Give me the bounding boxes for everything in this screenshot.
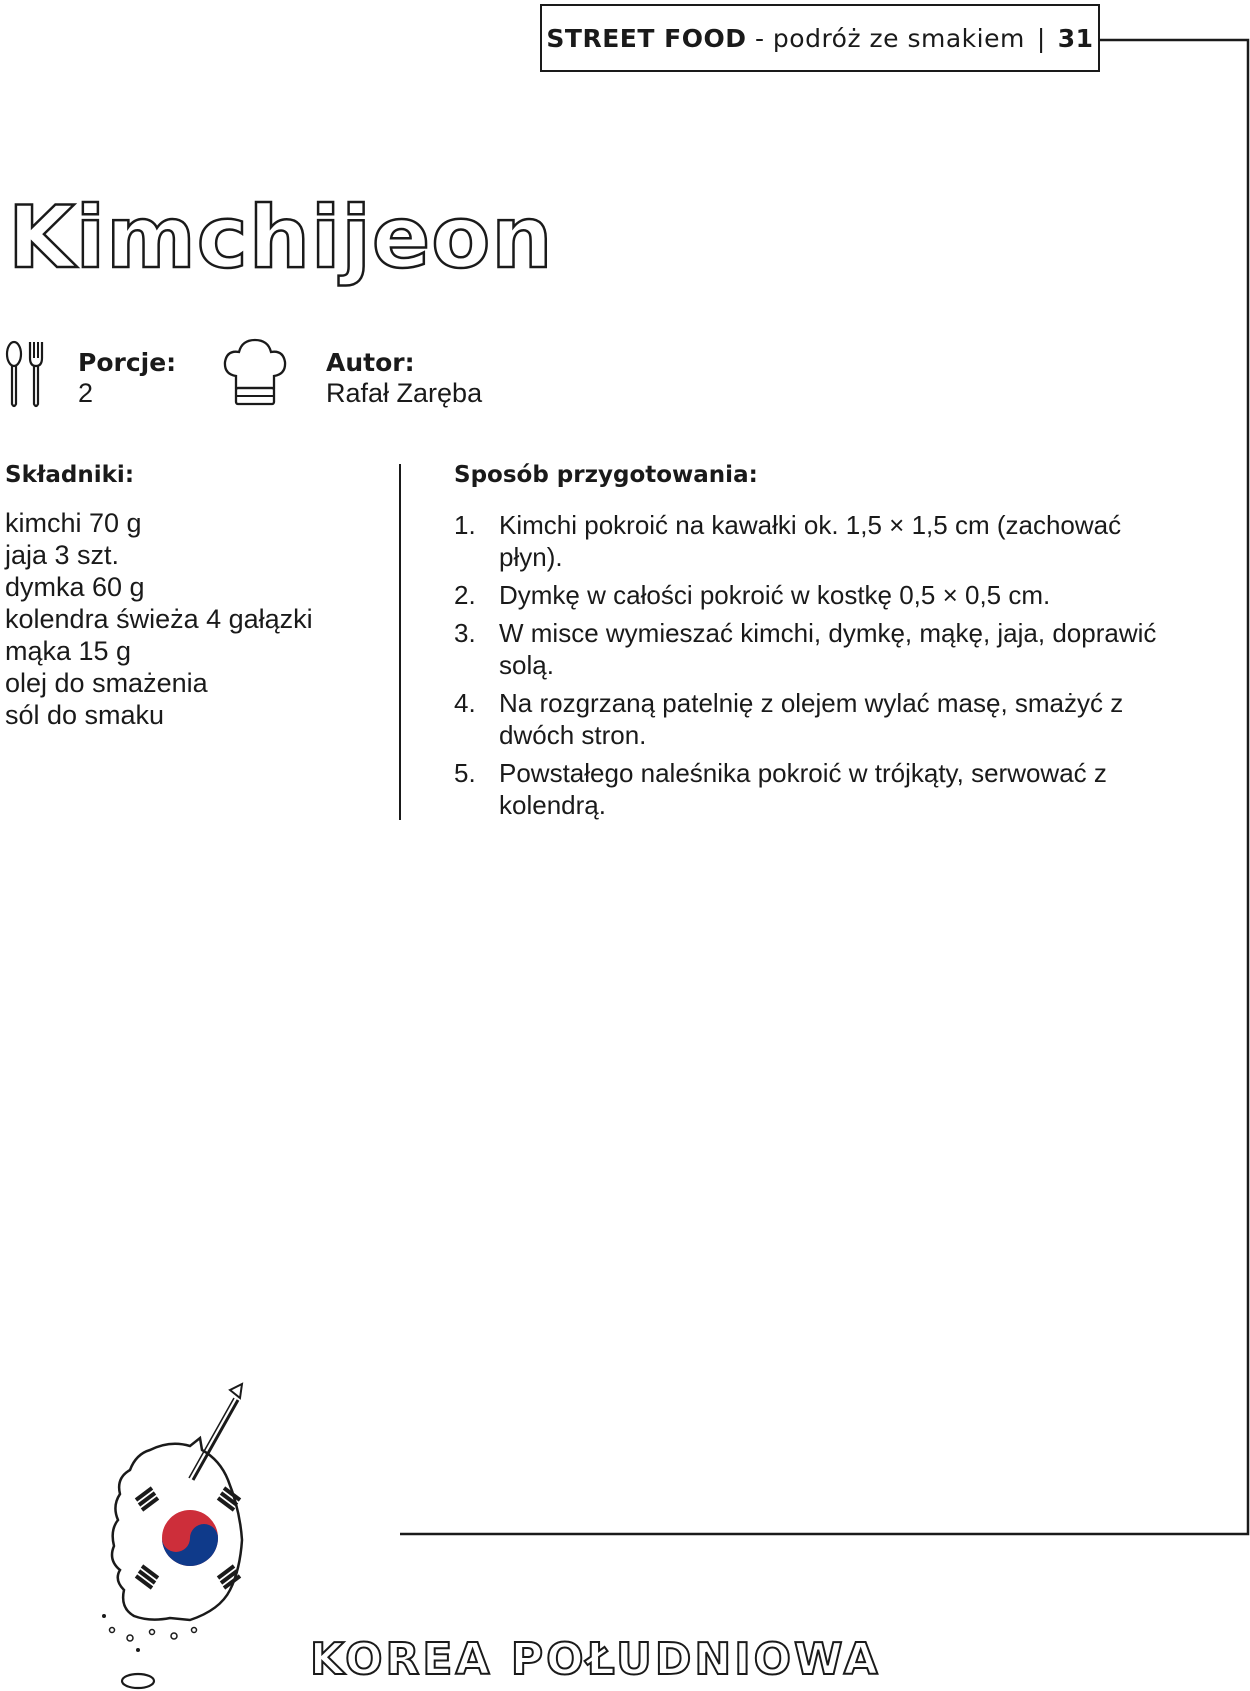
servings-value: 2 [78, 378, 94, 408]
ingredient-item: sól do smaku [5, 700, 165, 730]
chef-hat-icon [222, 338, 288, 410]
series-title: STREET FOOD [546, 23, 747, 53]
spoon-fork-icon [4, 340, 46, 410]
ingredient-item: jaja 3 szt. [5, 540, 120, 570]
ingredient-item: mąka 15 g [5, 636, 132, 666]
ingredient-item: kimchi 70 g [5, 508, 142, 538]
step-text: Powstałego naleśnika pokroić w trójkąty, serwować z kolendrą. [499, 758, 1107, 820]
south-korea-flag-map-icon [90, 1380, 260, 1691]
step-text: Kimchi pokroić na kawałki ok. 1,5 × 1,5 cm (zachować płyn). [499, 510, 1122, 572]
ingredients-list [5, 507, 313, 731]
author-label: Autor: [326, 348, 415, 377]
ingredient-item: kolendra świeża 4 gałązki [5, 604, 313, 634]
ingredient-item: olej do smażenia [5, 668, 208, 698]
preparation-heading: Sposób przygotowania: [454, 462, 758, 488]
page-number: 31 [1057, 23, 1094, 53]
step-item [454, 579, 1189, 611]
header-separator: | [1036, 23, 1046, 53]
recipe-title: Kimchijeon [8, 188, 554, 288]
step-item [454, 617, 1189, 681]
ingredients-heading: Składniki: [5, 462, 135, 488]
author-value: Rafał Zaręba [326, 378, 483, 408]
running-header [540, 4, 1100, 72]
step-item [454, 509, 1189, 573]
step-number: 2. [454, 580, 476, 610]
step-item [454, 757, 1189, 821]
step-item [454, 687, 1189, 751]
step-number: 4. [454, 688, 476, 718]
preparation-steps [454, 509, 1189, 827]
column-divider [399, 464, 401, 820]
series-subtitle: - podróż ze smakiem [754, 23, 1025, 53]
step-text: Na rozgrzaną patelnię z olejem wylać masę, smażyć z dwóch stron. [499, 688, 1124, 750]
ingredient-item: dymka 60 g [5, 572, 145, 602]
step-text: W misce wymieszać kimchi, dymkę, mąkę, jaja, doprawić solą. [499, 618, 1157, 680]
step-number: 5. [454, 758, 476, 788]
country-name: KOREA POŁUDNIOWA [310, 1634, 881, 1685]
step-number: 3. [454, 618, 476, 648]
step-text: Dymkę w całości pokroić w kostkę 0,5 × 0,5 cm. [499, 580, 1051, 610]
servings-label: Porcje: [78, 348, 177, 377]
step-number: 1. [454, 510, 476, 540]
